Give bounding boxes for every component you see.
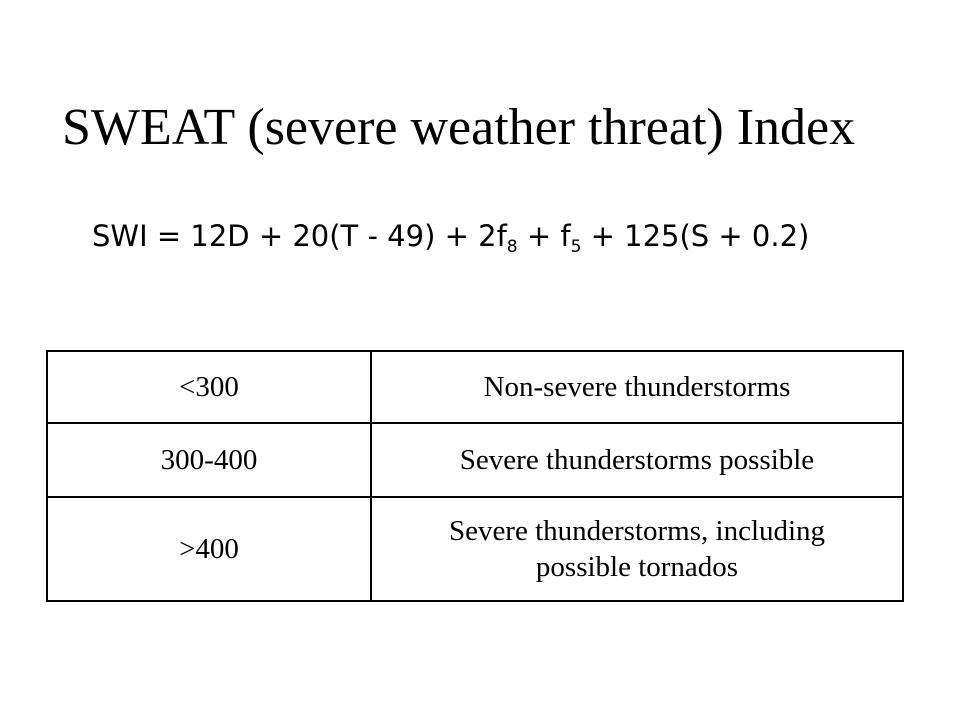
description-line-1: Severe thunderstorms, including bbox=[448, 515, 826, 547]
formula-part-1: SWI = 12D + 20(T - 49) + 2f bbox=[92, 219, 507, 253]
slide-title: SWEAT (severe weather threat) Index bbox=[62, 99, 856, 156]
description-cell: Severe thunderstorms possible bbox=[371, 423, 903, 497]
formula-subscript-8: 8 bbox=[506, 237, 518, 257]
description-cell: Non-severe thunderstorms bbox=[371, 351, 903, 423]
range-cell: >400 bbox=[47, 497, 371, 601]
table-row bbox=[47, 497, 903, 601]
swi-formula bbox=[92, 214, 809, 258]
sweat-threshold-table bbox=[46, 350, 904, 602]
description-line-2: possible tornados bbox=[535, 551, 739, 583]
table-row bbox=[47, 351, 903, 423]
table-row bbox=[47, 423, 903, 497]
description-cell bbox=[371, 497, 903, 601]
range-cell: 300-400 bbox=[47, 423, 371, 497]
range-cell: <300 bbox=[47, 351, 371, 423]
formula-part-2: + f bbox=[517, 219, 571, 253]
formula-subscript-5: 5 bbox=[570, 237, 582, 257]
formula-part-3: + 125(S + 0.2) bbox=[581, 219, 810, 253]
